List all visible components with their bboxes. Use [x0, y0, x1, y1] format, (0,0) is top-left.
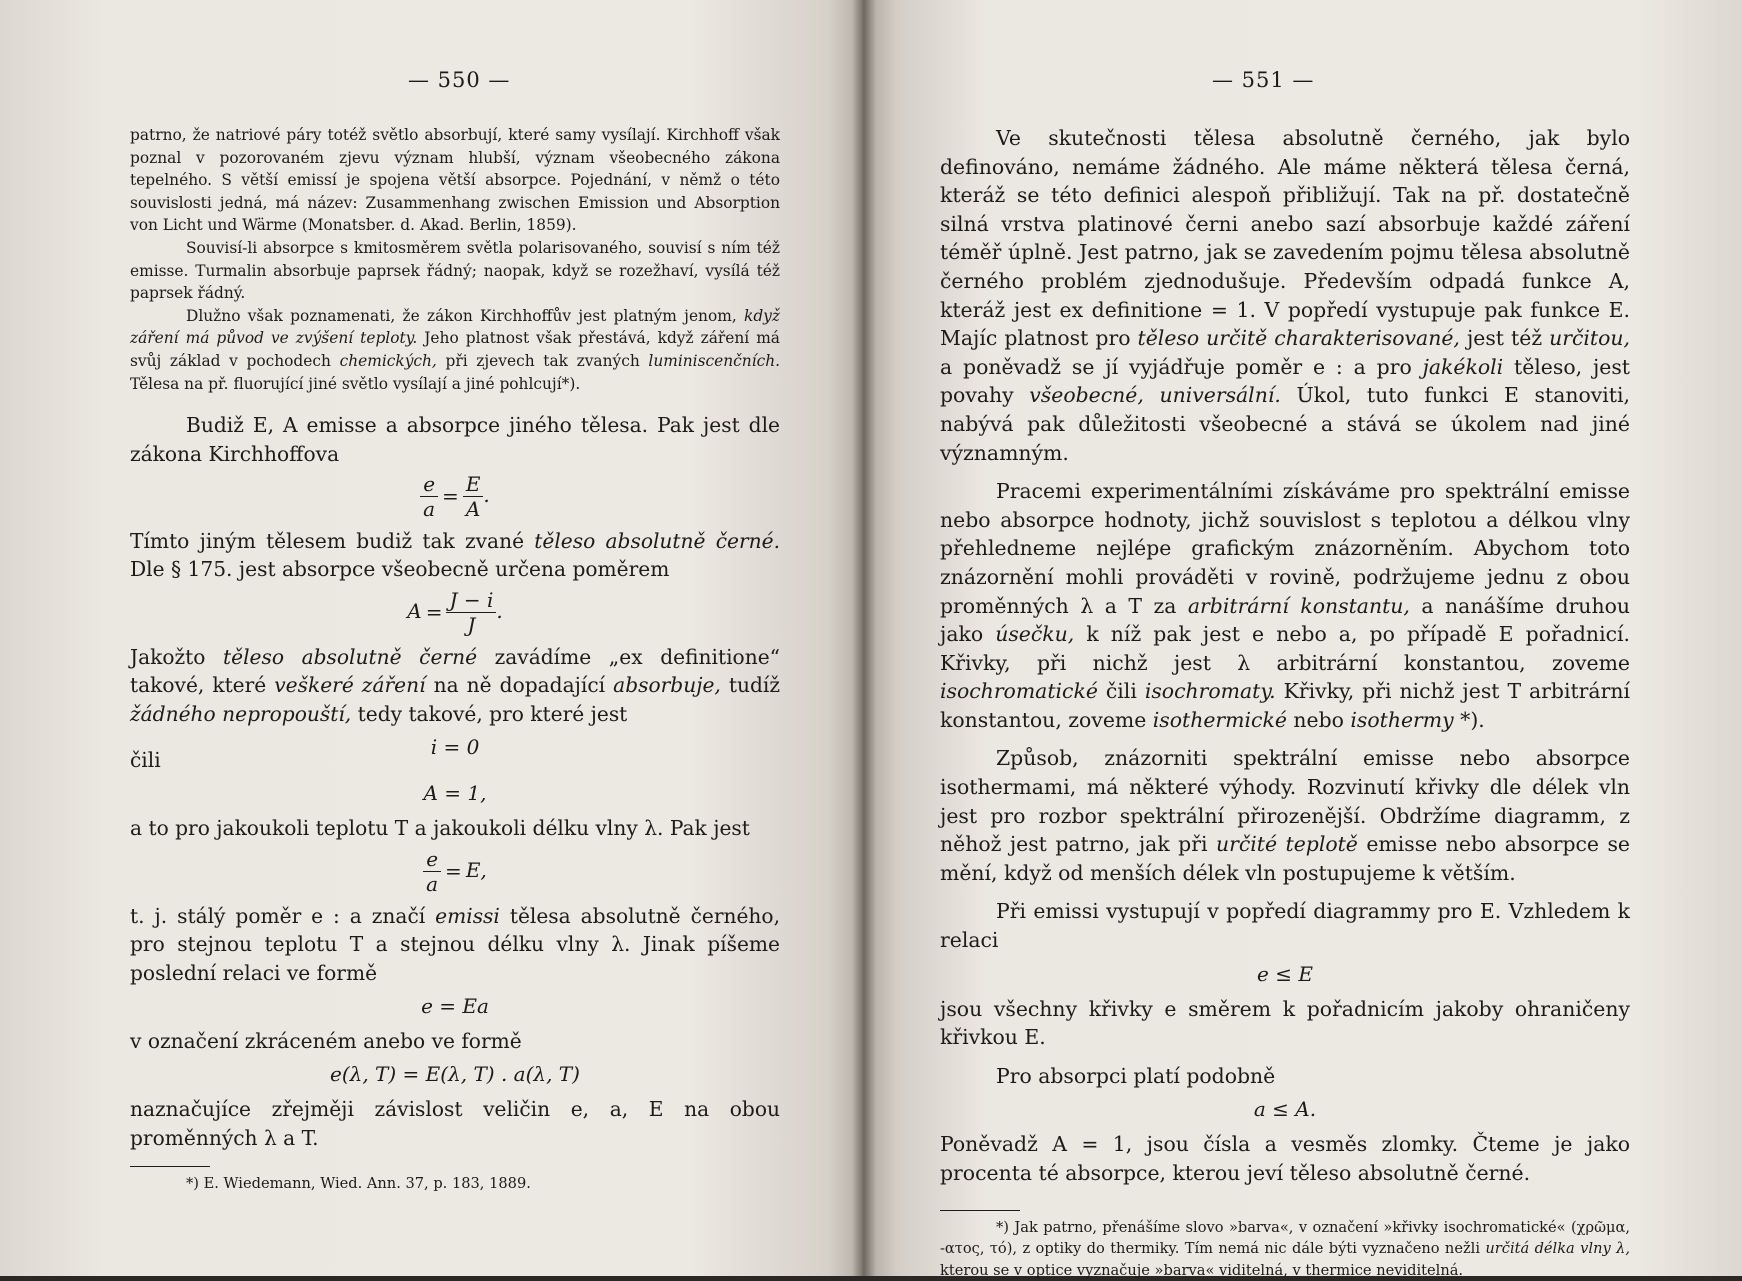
left-text-column	[130, 124, 780, 1195]
paragraph: v označení zkráceném anebo ve formě	[130, 1029, 522, 1053]
paragraph: Souvisí-li absorpce s kmitosměrem světla polarisovaného, souvisí s ním též emisse. Turmalin absorbuje paprsek řádný; naopak, když se rozežhaví, vysílá též paprsek řádný.	[130, 238, 780, 303]
paragraph: jsou všechny křivky e směrem k pořadnicím jakoby ohraničeny křivkou E.	[940, 996, 1630, 1050]
equation-e-leq-e: e ≤ E	[1257, 961, 1313, 986]
right-page	[862, 0, 1742, 1279]
equation-a-one: A = 1,	[423, 781, 487, 806]
paragraph: naznačujíce zřejměji závislost veličin e, a, E na obou proměnných λ a T.	[130, 1097, 780, 1150]
paragraph: Tímto jiným tělesem budiž tak zvané těleso absolutně černé. Dle § 175. jest absorpce všeobecně určena poměrem	[130, 528, 780, 582]
right-text-column	[940, 124, 1630, 1281]
equation-full-form: e(λ, T) = E(λ, T) . a(λ, T)	[330, 1062, 580, 1087]
equation-absorption: A = $\frac{J - i}{J}$ .	[407, 587, 503, 637]
paragraph: Způsob, znázorniti spektrální emisse nebo absorpce isothermami, má některé výhody. Rozvinutí křivky dle délek vln jest pro rozbor spektrální přirozenější. Obdržíme diagramm, z něhož jest patrno, jak při určité teplotě emisse nebo absorpce se mění, když od menších délek vln postupujeme k větším.	[940, 746, 1630, 885]
equation-a-leq-a: a ≤ A.	[1253, 1097, 1317, 1122]
paragraph: Budiž E, A emisse a absorpce jiného tělesa. Pak jest dle zákona Kirchhoffova	[130, 413, 780, 466]
book-gutter	[852, 0, 876, 1276]
footnote: *) E. Wiedemann, Wied. Ann. 37, p. 183, 1889.	[186, 1175, 531, 1193]
left-page	[0, 0, 862, 1276]
equation-kirchhoff: $\frac{e}{a}$ = $\frac{E}{A}$ .	[130, 472, 780, 521]
paragraph: Jakožto těleso absolutně černé zavádíme „ex definitione“ takové, které veškeré záření na ně dopadající absorbuje, tudíž žádného nepropouští, tedy takové, pro které jest	[130, 644, 781, 726]
conjunction-text: čili	[130, 747, 161, 772]
paragraph: a to pro jakoukoli teplotu T a jakoukoli délku vlny λ. Pak jest	[130, 816, 750, 841]
paragraph: Pracemi experimentálními získáváme pro spektrální emisse nebo absorpce hodnoty, jichž souvislost s teplotou a délkou vlny přehledneme nejlépe grafickým znázorněním. Abychom toto znázornění mohli prováděti v rovině, podržujeme jednu z obou proměnných λ a T za arbitrární konstantu, a nanášíme druhou jako úsečku, k níž pak jest e nebo a, po případě E pořadnicí. Křivky, při nichž jest λ arbitrární konstantou, zoveme isochromatické čili isochromaty. Křivky, při nichž jest T arbitrární konstantou, zoveme isothermické nebo isothermy *).	[940, 479, 1631, 732]
footnote: *) Jak patrno, přenášíme slovo »barva«, v označení »křivky isochromatické« (χρῶμα, -ατος, τό), z optiky do thermiky. Tím nemá nic dále býti vyznačeno nežli určitá délka vlny λ, kterou se v optice vyznačuje »barva« viditelná, v thermice neviditelná.	[940, 1218, 1630, 1279]
equation-emission-ratio: $\frac{e}{a}$ = E,	[130, 847, 780, 896]
paragraph: Dlužno však poznamenati, že zákon Kirchhoffův jest platným jenom, když záření má původ ve zvýšení teploty. Jeho platnost však přestává, když záření má svůj základ v pochodech chemických, při zjevech tak zvaných luminiscenčních. Tělesa na př. fluorující jiné světlo vysílají a jiné pohlcují*).	[130, 306, 780, 393]
equation-e-ea: e = Ea	[421, 994, 489, 1018]
paragraph: Pro absorpci platí podobně	[996, 1063, 1276, 1088]
footnote-rule	[130, 1166, 210, 1167]
paragraph: Při emissi vystupují v popředí diagrammy pro E. Vzhledem k relaci	[940, 899, 1630, 953]
page-number-left: — 550 —	[408, 68, 511, 92]
paragraph: Poněvadž A = 1, jsou čísla a vesměs zlomky. Čteme je jako procenta té absorpce, kterou jeví těleso absolutně černé.	[940, 1132, 1630, 1185]
footnote-rule	[940, 1210, 1020, 1211]
paragraph: patrno, že natriové páry totéž světlo absorbují, které samy vysílají. Kirchhoff však poznal v pozorovaném zjevu význam hlubší, význam všeobecného zákona tepelného. S větší emissí je spojena větší absorpce. Pojednání, v němž o této souvislosti jedná, má název: Zusammenhang zwischen Emission und Absorption von Licht und Wärme (Monatsber. d. Akad. Berlin, 1859).	[130, 126, 780, 235]
page-number-right: — 551 —	[1212, 68, 1315, 92]
paragraph: t. j. stálý poměr e : a značí emissi tělesa absolutně černého, pro stejnou teplotu T a stejnou délku vlny λ. Jinak píšeme poslední relaci ve formě	[130, 903, 780, 985]
equation-i-zero: i = 0	[430, 734, 480, 759]
paragraph: Ve skutečnosti tělesa absolutně černého, jak bylo definováno, nemáme žádného. Ale máme některá tělesa černá, kteráž se této definici alespoň přibližují. Tak na př. dostatečně silná vrstva platinové černi anebo sazí absorbuje každé záření téměř úplně. Jest patrno, jak se zavedením pojmu tělesa absolutně černého problém zjednodušuje. Především odpadá funkce A, kteráž jest ex definitione = 1. V popředí vystupuje pak funkce E. Majíc platnost pro těleso určitě charakterisované, jest též určitou, a poněvadž se jí vyjádřuje poměr e : a pro jakékoli těleso, jest povahy všeobecné, universální. Úkol, tuto funkci E stanoviti, nabývá pak důležitosti všeobecné a stává se úkolem nad jiné významným.	[940, 126, 1631, 465]
